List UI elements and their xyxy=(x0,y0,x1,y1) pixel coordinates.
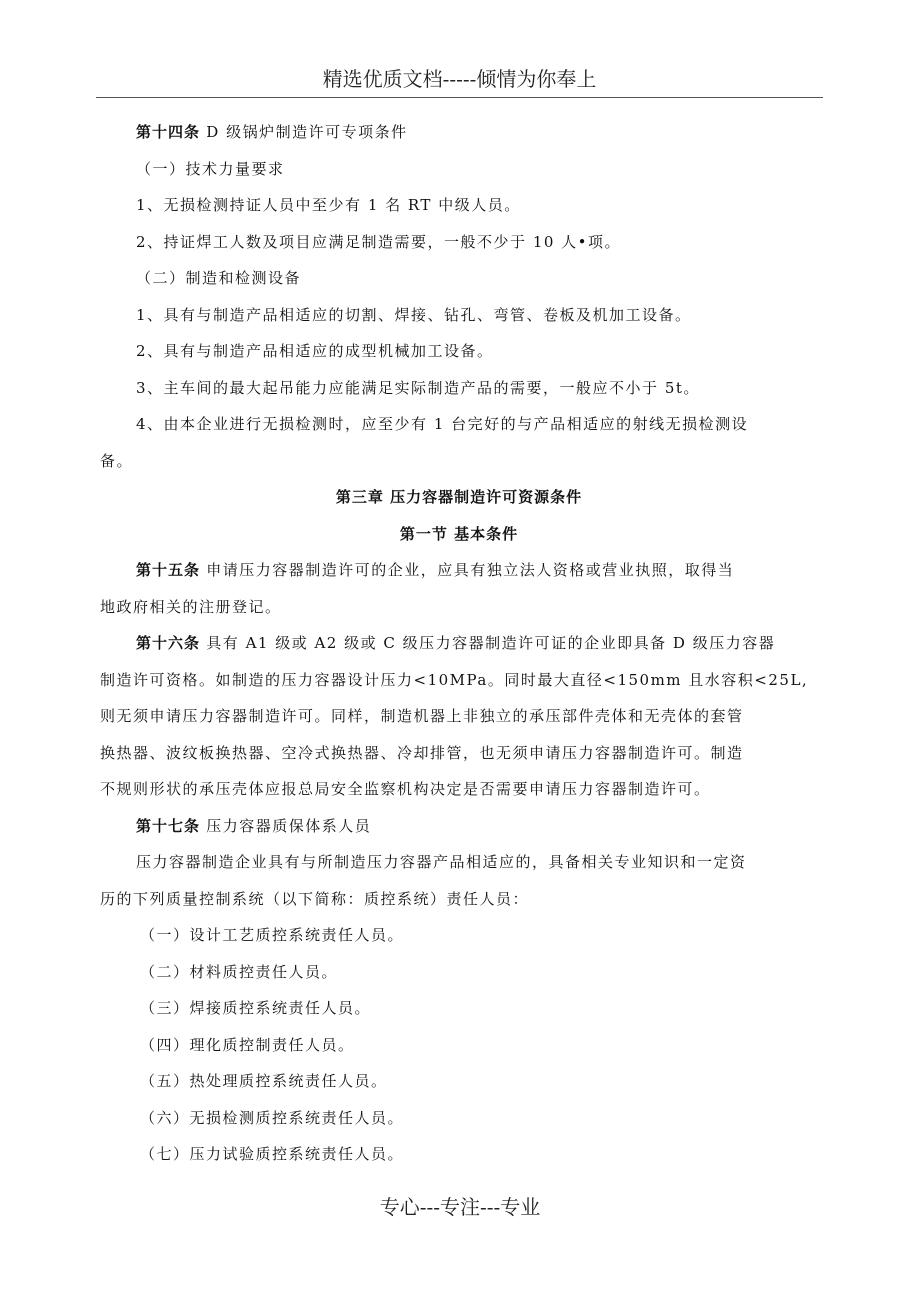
article-17-title: 压力容器质保体系人员 xyxy=(206,816,372,835)
role-item: （六）无损检测质控系统责任人员。 xyxy=(140,1108,405,1127)
role-item: （二）材料质控责任人员。 xyxy=(140,962,339,981)
article-17-label: 第十七条 xyxy=(136,816,201,835)
list-item: 2、具有与制造产品相适应的成型机械加工设备。 xyxy=(136,342,494,360)
article-16-text: 具有 A1 级或 A2 级或 C 级压力容器制造许可证的企业即具备 D 级压力容器 xyxy=(206,634,776,652)
article-16-line: 换热器、波纹板换热器、空冷式换热器、冷却排管，也无须申请压力容器制造许可。制造 xyxy=(100,743,744,762)
article-16-line: 则无须申请压力容器制造许可。同样，制造机器上非独立的承压部件壳体和无壳体的套管 xyxy=(100,707,744,725)
role-item: （七）压力试验质控系统责任人员。 xyxy=(140,1145,405,1163)
list-item-continuation: 备。 xyxy=(100,451,134,470)
article-15-text: 申请压力容器制造许可的企业，应具有独立法人资格或营业执照，取得当 xyxy=(206,561,735,579)
article-14-sec1-title: （一）技术力量要求 xyxy=(136,159,285,178)
article-15-first-line xyxy=(100,552,818,589)
page-header: 精选优质文档-----倾情为你奉上 xyxy=(96,64,823,98)
role-item: （五）热处理质控系统责任人员。 xyxy=(140,1072,388,1090)
article-14-label: 第十四条 xyxy=(136,123,201,141)
chapter-title: 第三章 压力容器制造许可资源条件 xyxy=(335,488,583,506)
role-item: （一）设计工艺质控系统责任人员。 xyxy=(140,926,405,944)
section-title: 第一节 基本条件 xyxy=(399,524,519,543)
article-16-line: 不规则形状的承压壳体应报总局安全监察机构决定是否需要申请压力容器制造许可。 xyxy=(100,780,711,798)
article-14-sec2-title: （二）制造和检测设备 xyxy=(136,269,302,287)
document-body xyxy=(100,114,818,1173)
role-item: （四）理化质控制责任人员。 xyxy=(140,1035,355,1054)
article-17-heading xyxy=(100,808,818,845)
list-item: 1、具有与制造产品相适应的切割、焊接、钻孔、弯管、卷板及机加工设备。 xyxy=(136,305,692,324)
article-16-label: 第十六条 xyxy=(136,634,201,652)
list-item: 3、主车间的最大起吊能力应能满足实际制造产品的需要，一般应不小于 5t。 xyxy=(136,378,700,397)
article-16-line: 制造许可资格。如制造的压力容器设计压力<10MPa。同时最大直径<150mm 且水容积<25L, xyxy=(100,670,809,689)
article-17-intro-line: 压力容器制造企业具有与所制造压力容器产品相适应的，具备相关专业知识和一定资 xyxy=(136,853,747,871)
list-item: 2、持证焊工人数及项目应满足制造需要，一般不少于 10 人•项。 xyxy=(136,232,622,251)
list-item: 1、无损检测持证人员中至少有 1 名 RT 中级人员。 xyxy=(136,196,521,214)
article-15-line: 地政府相关的注册登记。 xyxy=(100,597,282,616)
page-footer: 专心---专注---专业 xyxy=(379,1195,541,1219)
list-item: 4、由本企业进行无损检测时，应至少有 1 台完好的与产品相适应的射线无损检测设 xyxy=(136,415,749,433)
article-15-label: 第十五条 xyxy=(136,561,201,579)
article-16-first-line xyxy=(100,625,818,662)
article-17-intro-line: 历的下列质量控制系统（以下简称：质控系统）责任人员： xyxy=(100,889,530,908)
role-item: （三）焊接质控系统责任人员。 xyxy=(140,999,372,1017)
article-14-title: D 级锅炉制造许可专项条件 xyxy=(206,123,408,141)
article-14-heading xyxy=(100,114,818,151)
